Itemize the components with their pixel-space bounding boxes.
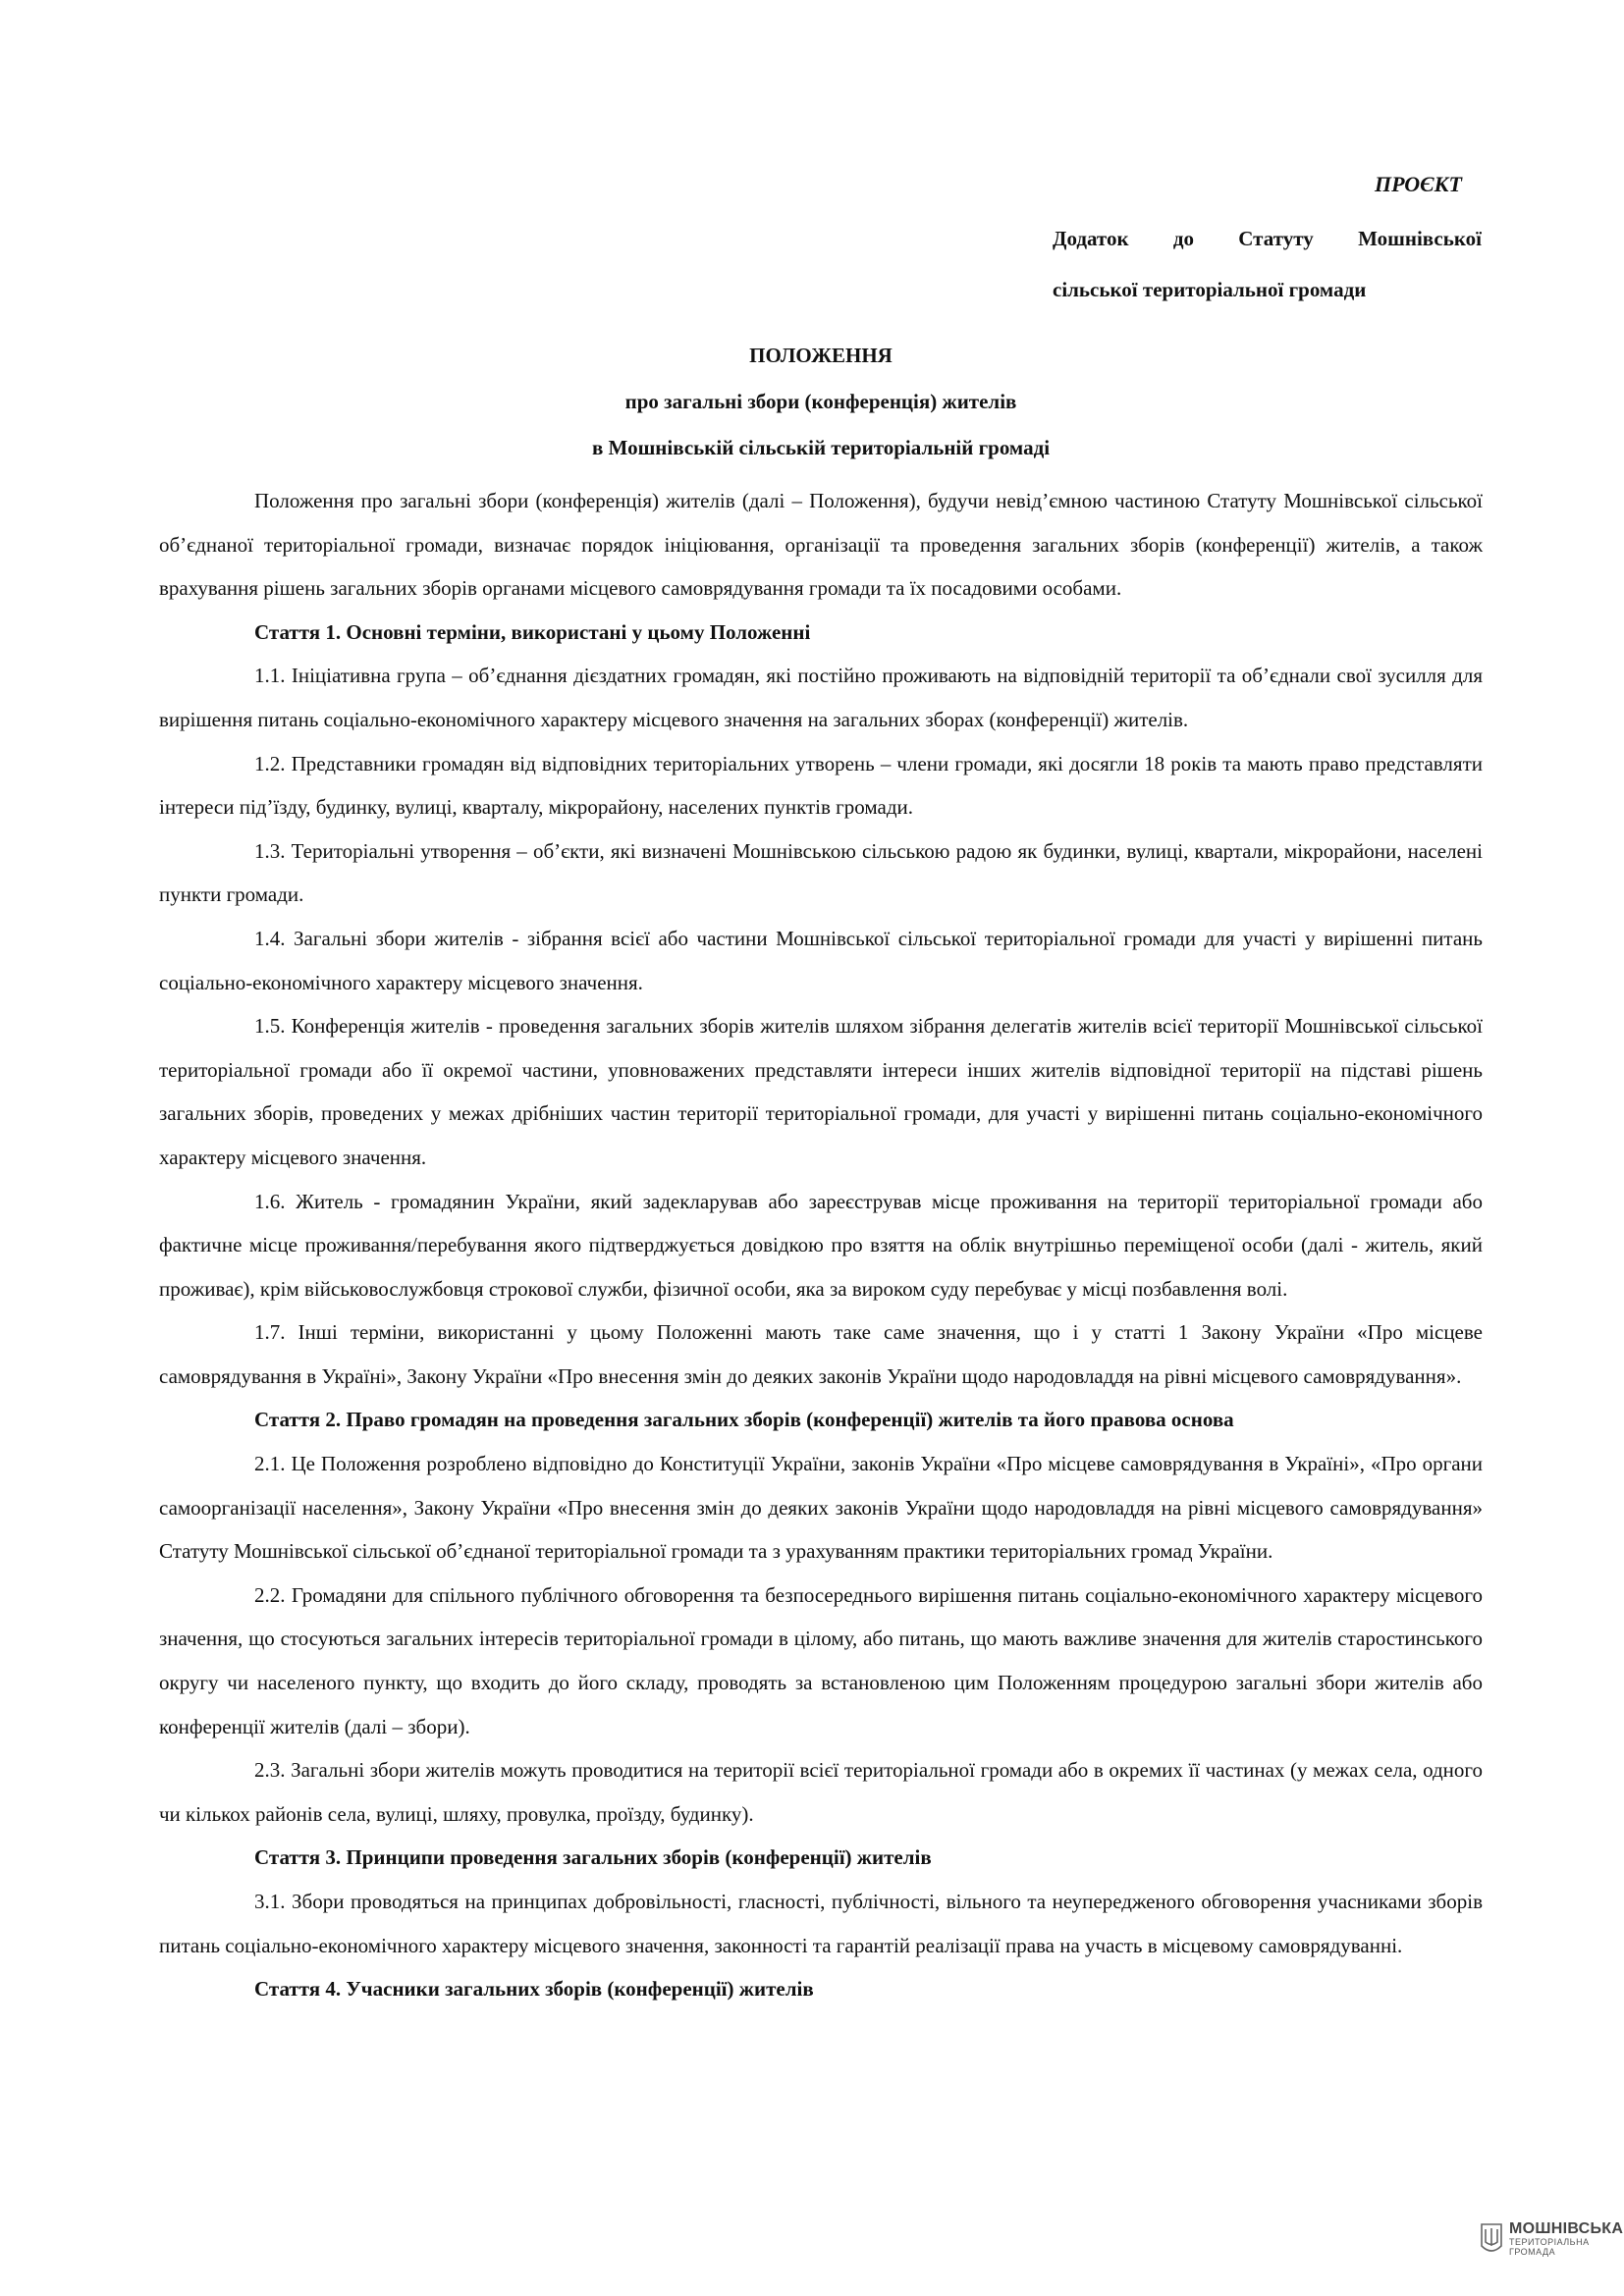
annex-line-1: Додаток до Статуту Мошнівської [1053, 227, 1482, 250]
paragraph: 2.1. Це Положення розроблено відповідно до Конституції України, законів України «Про місцеве самоврядування в Україні», «Про органи самоорганізації населення», Закону України «Про внесення змін до деяких законів України щодо народовладдя на рівні місцевого самоврядування» Статуту Мошнівської сільської об’єднаної територіальної громади та з урахуванням практики територіальних громад України. [159, 1452, 1483, 1564]
draft-label: ПРОЄКТ [1375, 172, 1462, 196]
paragraph: 1.2. Представники громадян від відповідних територіальних утворень – члени громади, які досягли 18 років та мають право представляти інтереси під’їзду, будинку, вулиці, кварталу, мікрорайону, населених пунктів громади. [159, 751, 1483, 820]
paragraph: 1.6. Житель - громадянин України, який задекларував або зареєстрував місце проживання на території територіальної громади або фактичне місце проживання/перебування якого підтверджується довідкою про взяття на облік внутрішньо переміщеної особи (далі - житель, який проживає), крім військовослужбовця строкової служби, фізичної особи, яка за вироком суду перебуває у місці позбавлення волі. [159, 1189, 1483, 1301]
logo-line-1: МОШНІВСЬКА [1509, 2220, 1624, 2237]
article-heading: Стаття 1. Основні терміни, використані у цьому Положенні [254, 619, 811, 644]
annex-line-2: сільської територіальної громади [1053, 278, 1367, 301]
document-body [159, 479, 1483, 2011]
article-heading: Стаття 2. Право громадян на проведення загальних зборів (конференції) жителів та його правова основа [254, 1408, 1234, 1432]
paragraph: 1.7. Інші терміни, використанні у цьому Положенні мають таке саме значення, що і у статті 1 Закону України «Про місцеве самоврядування в Україні», Закону України «Про внесення змін до деяких законів України щодо народовладдя на рівні місцевого самоврядування». [159, 1320, 1483, 1388]
logo-line-2: ТЕРИТОРІАЛЬНА [1509, 2237, 1590, 2247]
paragraph: 2.2. Громадяни для спільного публічного обговорення та безпосереднього вирішення питань соціально-економічного характеру місцевого значення, що стосуються загальних інтересів територіальної громади в цілому, або питань, що мають важливе значення для жителів старостинського округу чи населеного пункту, що входить до його складу, проводять за встановленою цим Положенням процедурою загальні збори жителів або конференції жителів (далі – збори). [159, 1582, 1483, 1738]
trident-emblem-icon [1480, 2222, 1503, 2256]
paragraph: 1.1. Ініціативна група – об’єднання дієздатних громадян, які постійно проживають на відповідній території та об’єднали свої зусилля для вирішення питань соціально-економічного характеру місцевого значення на загальних зборах (конференції) жителів. [159, 664, 1483, 731]
document-title: ПОЛОЖЕННЯ [749, 344, 893, 367]
document-subtitle-2: в Мошнівській сільській територіальній громаді [591, 436, 1051, 459]
article-heading: Стаття 3. Принципи проведення загальних зборів (конференції) жителів [254, 1845, 932, 1870]
document-subtitle-1: про загальні збори (конференція) жителів [624, 390, 1017, 413]
paragraph: 3.1. Збори проводяться на принципах добровільності, гласності, публічності, вільного та неупередженого обговорення учасниками зборів питань соціально-економічного характеру місцевого значення, законності та гарантій реалізації права на участь в місцевому самоврядуванні. [159, 1890, 1483, 1957]
community-logo [1480, 2221, 1623, 2257]
logo-line-3: ГРОМАДА [1509, 2247, 1556, 2257]
article-heading: Стаття 4. Учасники загальних зборів (конференції) жителів [254, 1977, 814, 2002]
paragraph: 2.3. Загальні збори жителів можуть проводитися на території всієї територіальної громади або в окремих її частинах (у межах села, одного чи кількох районів села, вулиці, шляху, провулка, проїзду, будинку). [159, 1758, 1483, 1826]
annex-note [1053, 213, 1482, 315]
paragraph: 1.5. Конференція жителів - проведення загальних зборів жителів шляхом зібрання делегатів жителів всієї території Мошнівської сільської територіальної громади або її окремої частини, уповноважених представляти інтереси інших жителів відповідної території на підставі рішень загальних зборів, проведених у межах дрібніших частин території територіальної громади, для участі у вирішенні питань соціально-економічного характеру місцевого значення. [159, 1014, 1483, 1169]
paragraph: 1.4. Загальні збори жителів - зібрання всієї або частини Мошнівської сільської територіальної громади для участі у вирішенні питань соціально-економічного характеру місцевого значення. [159, 926, 1483, 994]
paragraph: Положення про загальні збори (конференція) жителів (далі – Положення), будучи невід’ємною частиною Статуту Мошнівської сільської об’єднаної територіальної громади, визначає порядок ініціювання, організації та проведення загальних зборів (конференції) жителів, а також врахування рішень загальних зборів органами місцевого самоврядування громади та їх посадовими особами. [159, 489, 1483, 601]
paragraph: 1.3. Територіальні утворення – об’єкти, які визначені Мошнівською сільською радою як будинки, вулиці, квартали, мікрорайони, населені пункти громади. [159, 838, 1483, 907]
